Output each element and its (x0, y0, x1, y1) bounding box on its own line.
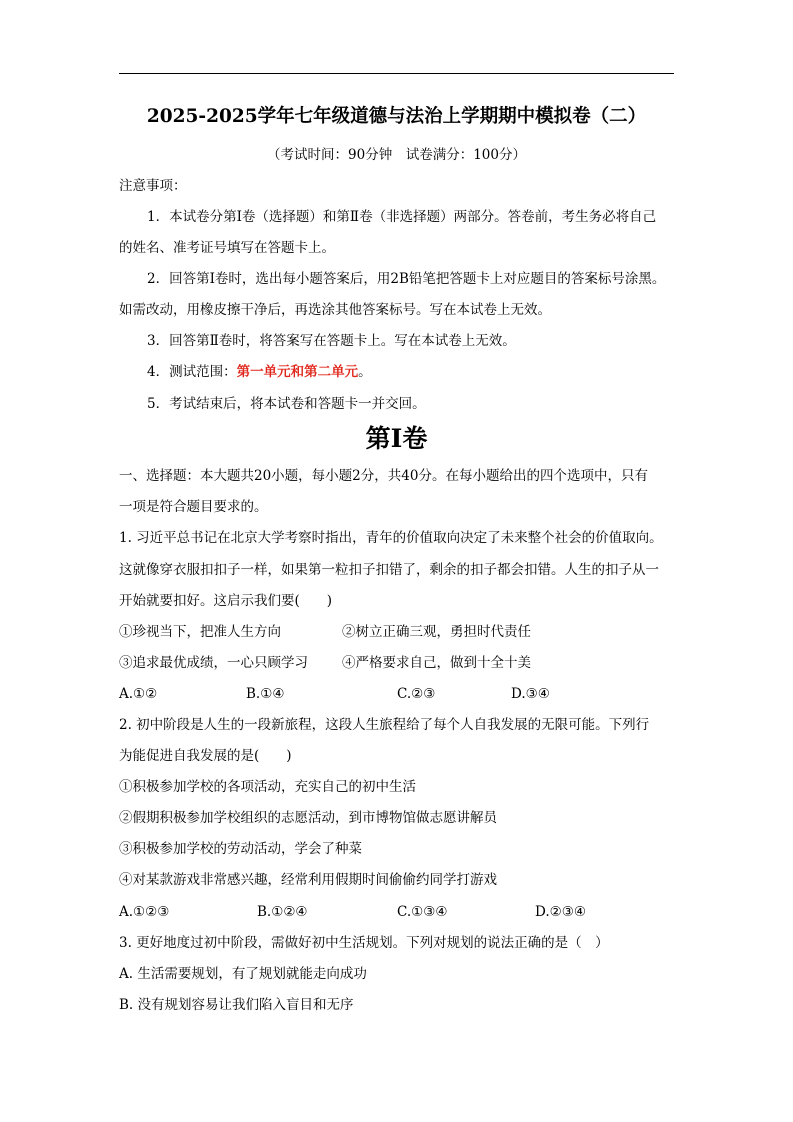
question-item: ①积极参加学校的各项活动，充实自己的初中生活 (119, 779, 416, 795)
section-intro-line: 一、选择题：本大题共20小题，每小题2分，共40分。在每小题给出的四个选项中，只有 (119, 468, 648, 484)
header-rule (119, 73, 674, 74)
exam-title: 2025-2025学年七年级道德与法治上学期期中模拟卷（二） (146, 106, 647, 127)
question-item: ②树立正确三观，勇担时代责任 (342, 624, 531, 640)
question-stem-line: 3. 更好地度过初中阶段，需做好初中生活规划。下列对规划的说法正确的是（ ） (119, 935, 609, 951)
notice-line: 1．本试卷分第Ⅰ卷（选择题）和第Ⅱ卷（非选择题）两部分。答卷前，考生务必将自己 (147, 209, 657, 225)
question-stem-line: 1. 习近平总书记在北京大学考察时指出，青年的价值取向决定了未来整个社会的价值取向。 (119, 530, 663, 546)
question-stem-line: 开始就要扣好。这启示我们要( ) (119, 593, 333, 609)
answer-option: A.①② (119, 686, 158, 702)
scope-highlight: 第一单元和第二单元 (236, 364, 359, 380)
answer-option: B. 没有规划容易让我们陷入盲目和无序 (119, 997, 354, 1013)
notice-line: 3．回答第Ⅱ卷时，将答案写在答题卡上。写在本试卷上无效。 (147, 333, 516, 349)
question-item: ②假期积极参加学校组织的志愿活动，到市博物馆做志愿讲解员 (119, 810, 497, 826)
answer-option: A.①②③ (119, 904, 170, 920)
question-stem-line: 2. 初中阶段是人生的一段新旅程，这段人生旅程给了每个人自我发展的无限可能。下列行 (119, 717, 650, 733)
answer-option: C.①③④ (397, 904, 448, 920)
section-heading: 第Ⅰ卷 (365, 424, 428, 453)
exam-info: （考试时间：90分钟 试卷满分：100分） (267, 147, 526, 163)
answer-option: A. 生活需要规划，有了规划就能走向成功 (119, 966, 367, 982)
answer-option: B.①④ (246, 686, 285, 702)
notice-heading: 注意事项： (119, 178, 187, 194)
section-intro-line: 一项是符合题目要求的。 (119, 499, 268, 515)
question-stem-line: 这就像穿衣服扣扣子一样，如果第一粒扣子扣错了，剩余的扣子都会扣错。人生的扣子从一 (119, 562, 659, 578)
answer-option: B.①②④ (257, 904, 308, 920)
question-item: ③追求最优成绩，一心只顾学习 (119, 655, 308, 671)
notice-line: 的姓名、准考证号填写在答题卡上。 (119, 240, 335, 256)
question-item: ③积极参加学校的劳动活动，学会了种菜 (119, 841, 362, 857)
scope-prefix: 4．测试范围： (147, 364, 237, 380)
scope-suffix: 。 (358, 364, 372, 380)
notice-line-scope (147, 364, 372, 380)
question-stem-line: 为能促进自我发展的是( ) (119, 748, 292, 764)
answer-option: D.②③④ (535, 904, 586, 920)
question-item: ①珍视当下，把准人生方向 (119, 624, 281, 640)
answer-option: D.③④ (511, 686, 550, 702)
notice-line: 5．考试结束后，将本试卷和答题卡一并交回。 (147, 396, 426, 412)
answer-option: C.②③ (397, 686, 436, 702)
question-item: ④严格要求自己，做到十全十美 (342, 655, 531, 671)
notice-line: 如需改动，用橡皮擦干净后，再选涂其他答案标号。写在本试卷上无效。 (119, 302, 551, 318)
question-item: ④对某款游戏非常感兴趣，经常利用假期时间偷偷约同学打游戏 (119, 872, 497, 888)
notice-line: 2．回答第Ⅰ卷时，选出每小题答案后，用2B铅笔把答题卡上对应题目的答案标号涂黑。 (147, 271, 666, 287)
